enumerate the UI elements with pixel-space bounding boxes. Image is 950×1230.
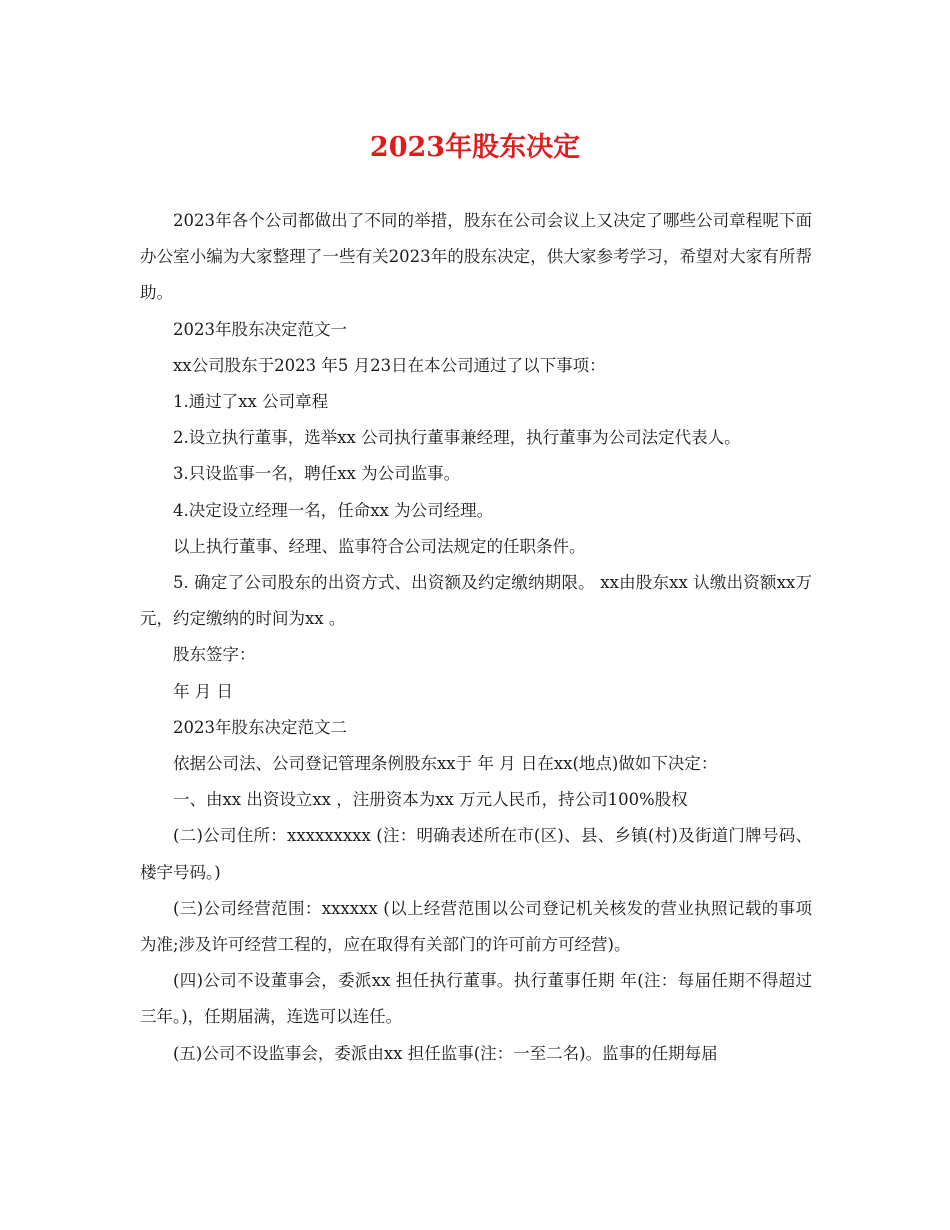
document-title: 2023年股东决定 <box>369 132 581 163</box>
decision-item-1: 一、由xx 出资设立xx ，注册资本为xx 万元人民币，持公司100%股权 <box>173 790 688 810</box>
decision-item-2: (二)公司住所：xxxxxxxxx (注：明确表述所在市(区)、县、乡镇(村)及街道门牌号码、楼宇号码。) <box>140 826 812 882</box>
document-body <box>140 203 812 1072</box>
intro-paragraph: 2023年各个公司都做出了不同的举措，股东在公司会议上又决定了哪些公司章程呢下面办公室小编为大家整理了一些有关2023年的股东决定，供大家参考学习，希望对大家有所帮助。 <box>140 211 812 303</box>
resolution-item-2: 2.设立执行董事，选举xx 公司执行董事兼经理，执行董事为公司法定代表人。 <box>173 428 741 448</box>
qualification-note: 以上执行董事、经理、监事符合公司法规定的任职条件。 <box>173 536 586 556</box>
section-heading-sample-two: 2023年股东决定范文二 <box>173 717 347 737</box>
resolution-intro: xx公司股东于2023 年5 月23日在本公司通过了以下事项： <box>173 355 606 375</box>
section-heading-sample-one: 2023年股东决定范文一 <box>173 319 347 339</box>
decision-item-3: (三)公司经营范围：xxxxxx (以上经营范围以公司登记机关核发的营业执照记载的事项为准;涉及许可经营工程的，应在取得有关部门的许可前方可经营)。 <box>140 898 812 955</box>
decision-item-4: (四)公司不设董事会，委派xx 担任执行董事。执行董事任期 年(注：每届任期不得超过三年。)，任期届满，连选可以连任。 <box>140 971 812 1027</box>
date-line: 年 月 日 <box>173 681 233 701</box>
decision-intro: 依据公司法、公司登记管理条例股东xx于 年 月 日在xx(地点)做如下决定： <box>173 754 718 774</box>
resolution-item-4: 4.决定设立经理一名，任命xx 为公司经理。 <box>173 500 494 520</box>
resolution-item-5: 5. 确定了公司股东的出资方式、出资额及约定缴纳期限。 xx由股东xx 认缴出资额xx万元，约定缴纳的时间为xx 。 <box>140 573 812 629</box>
resolution-item-1: 1.通过了xx 公司章程 <box>173 392 329 412</box>
decision-item-5: (五)公司不设监事会，委派由xx 担任监事(注：一至二名)。监事的任期每届 <box>173 1043 718 1063</box>
signature-label: 股东签字： <box>173 645 256 665</box>
resolution-item-3: 3.只设监事一名，聘任xx 为公司监事。 <box>173 464 461 484</box>
